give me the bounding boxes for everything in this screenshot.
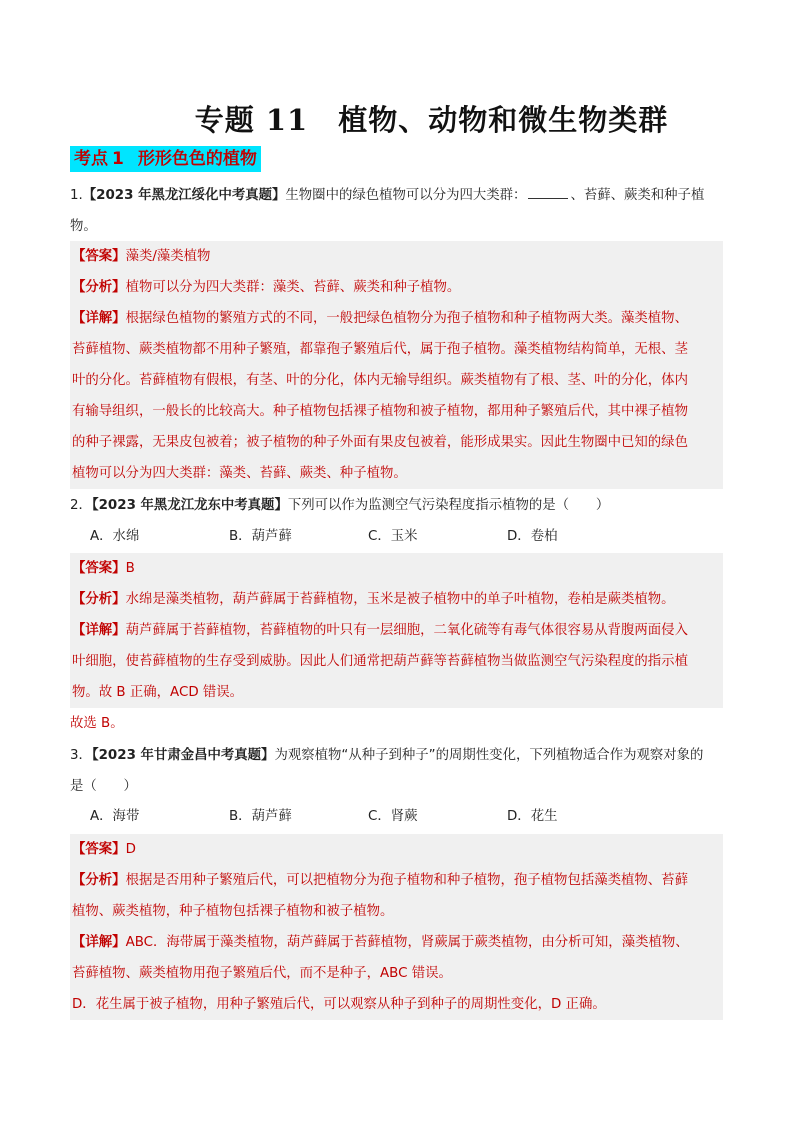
question-stem: 、苔藓、蕨类和种子植 [570,188,705,203]
answer-box-2 [70,553,723,708]
answer-box-1 [70,241,723,489]
analysis-line [70,865,723,896]
question-source: 【2023 年黑龙江绥化中考真题】 [82,188,286,203]
analysis-tag: 【分析】 [72,280,126,295]
answer-tag: 【答案】 [72,561,126,576]
analysis-text: 根据是否用种子繁殖后代，可以把植物分为孢子植物和种子植物，孢子植物包括藻类植物、苔藓 [125,873,688,888]
detail-text: 叶细胞，使苔藓植物的生存受到威胁。因此人们通常把葫芦藓等苔藓植物当做监测空气污染程度的指示植 [72,654,688,669]
detail-text: 苔藓植物、蕨类植物用孢子繁殖后代，而不是种子，ABC 错误。 [72,966,452,981]
option-d[interactable]: D．花生 [507,809,558,824]
analysis-text: 植物、蕨类植物，种子植物包括裸子植物和被子植物。 [72,904,394,919]
fill-blank[interactable] [528,184,568,199]
detail-text: 苔藓植物、蕨类植物都不用种子繁殖，都靠孢子繁殖后代，属于孢子植物。藻类植物结构简单，无根、茎 [72,342,688,357]
detail-tag: 【详解】 [72,623,126,638]
page-title [0,98,793,139]
answer-text: B [125,561,135,576]
analysis-tag: 【分析】 [72,873,126,888]
analysis-line [70,584,723,615]
analysis-text: 植物可以分为四大类群：藻类、苔藓、蕨类和种子植物。 [125,280,461,295]
detail-text: ABC．海带属于藻类植物，葫芦藓属于苔藓植物，肾蕨属于蕨类植物，由分析可知，藻类植物、 [125,935,689,950]
question-3 [70,740,723,802]
section-heading [70,146,261,172]
question-stem: 物。 [70,219,97,234]
options-3 [90,805,646,829]
answer-text: D [125,842,136,857]
question-number: 1. [70,188,83,203]
question-stem: 生物圈中的绿色植物可以分为四大类群： [285,188,527,203]
analysis-tag: 【分析】 [72,592,126,607]
detail-text: 葫芦藓属于苔藓植物，苔藓植物的叶只有一层细胞，二氧化硫等有毒气体很容易从背腹两面侵入 [125,623,688,638]
detail-text: 叶的分化。苔藓植物有假根，有茎、叶的分化，体内无输导组织。蕨类植物有了根、茎、叶的分化，体内 [72,373,688,388]
detail-line [70,927,723,958]
section-label: 考点 [74,149,108,169]
question-source: 【2023 年甘肃金昌中考真题】 [91,748,275,763]
analysis-text: 水绵是藻类植物，葫芦藓属于苔藓植物，玉米是被子植物中的单子叶植物，卷柏是蕨类植物。 [125,592,675,607]
answer-tag: 【答案】 [72,249,126,264]
title-text: 植物、动物和微生物类群 [338,103,669,137]
question-1 [70,180,723,242]
detail-text: 根据绿色植物的繁殖方式的不同，一般把绿色植物分为孢子植物和种子植物两大类。藻类植物、 [125,311,688,326]
section-text: 形形色色的植物 [137,149,257,169]
detail-line [70,303,723,334]
detail-line [70,615,723,646]
answer-line [70,553,723,584]
question-stem: 是（ ） [70,779,137,794]
detail-text: 植物可以分为四大类群：藻类、苔藓、蕨类、种子植物。 [72,466,407,481]
section-number: 1 [112,149,124,169]
question-source: 【2023 年黑龙江龙东中考真题】 [91,498,288,513]
option-b[interactable]: B．葫芦藓 [229,529,292,544]
answer-line [70,834,723,865]
options-2 [90,525,646,549]
question-2 [70,490,723,521]
question-number: 2． [70,498,92,513]
option-c[interactable]: C．玉米 [368,529,418,544]
answer-line [70,241,723,272]
detail-text: D．花生属于被子植物，用种子繁殖后代，可以观察从种子到种子的周期性变化，D 正确。 [72,997,606,1012]
detail-tag: 【详解】 [72,935,126,950]
detail-text: 的种子裸露，无果皮包被着；被子植物的种子外面有果皮包被着，能形成果实。因此生物圈中已知的绿色 [72,435,688,450]
conclusion-2: 故选 B。 [70,716,124,731]
title-number: 专题 11 [194,103,309,137]
question-number: 3． [70,748,92,763]
question-stem: 下列可以作为监测空气污染程度指示植物的是（ ） [287,498,610,513]
detail-tag: 【详解】 [72,311,126,326]
answer-text: 藻类/藻类植物 [125,249,211,264]
detail-text: 物。故 B 正确，ACD 错误。 [72,685,244,700]
question-stem: 为观察植物“从种子到种子”的周期性变化，下列植物适合作为观察对象的 [274,748,704,763]
analysis-line [70,272,723,303]
option-d[interactable]: D．卷柏 [507,529,558,544]
answer-tag: 【答案】 [72,842,126,857]
detail-text: 有输导组织，一般长的比较高大。种子植物包括裸子植物和被子植物，都用种子繁殖后代，其中裸子植物 [72,404,688,419]
option-b[interactable]: B．葫芦藓 [229,809,292,824]
answer-box-3 [70,834,723,1020]
option-a[interactable]: A．水绵 [90,529,140,544]
option-a[interactable]: A．海带 [90,809,140,824]
option-c[interactable]: C．肾蕨 [368,809,418,824]
